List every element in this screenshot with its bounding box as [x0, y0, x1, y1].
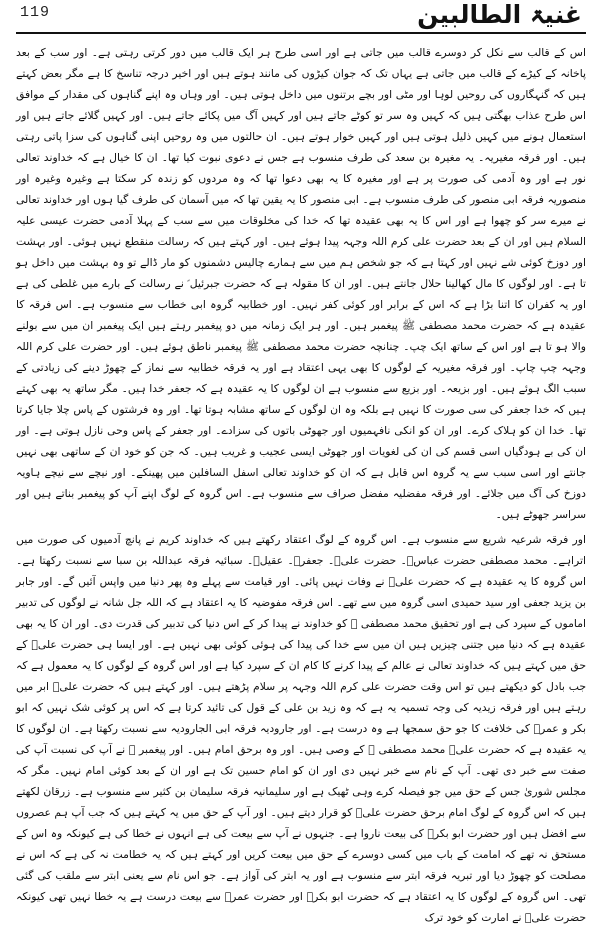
- paragraph-1: اس کے قالب سے نکل کر دوسرے قالب میں جاتی ہے اور اسی طرح ہر ایک قالب میں دور کرتی رہتی ہے۔ اور سب کے بعد پاخانہ کے کیڑے کے قالب میں جاتی ہے یہاں تک کہ جوان کیڑوں کی مانند ہوتے ہیں اور اخیر درجہ تناسخ کا ہے مگر بعض کہتے ہیں کہ گنہگاروں کی روحیں لوہا اور مٹی اور بچے برتنوں میں داخل ہوتی ہیں۔ اور وہاں وہ اپنے گناہوں کی مقدار کے موافق اس طرح عذاب بھگتی ہیں کہ کہیں وہ سر تو کوٹے جاتے ہیں اور کہیں آگ میں پکائے جاتے ہیں۔ اور کہیں گلائے جاتے ہیں اور استعمال ہونے میں کہیں ذلیل ہوتی ہیں اور کہیں خوار ہوتے ہیں۔ ان حالتوں میں وہ روحیں اپنی گناہوں کی سزا پاتی رہتی ہیں۔ اور فرقہ مغیریہ۔ یہ مغیرہ بن سعد کی طرف منسوب ہے جس نے دعوی نبوت کیا تھا۔ ان کا خیال ہے کہ خداوند تعالی نور ہے اور وہ آدمی کی صورت پر ہے اور مغیرہ کا یہ بھی دعوا تھا کہ وہ مردوں کو زندہ کر سکتا ہے وغیرہ وغیرہ اور منصوریہ فرقہ ابی منصور کی طرف منسوب ہے۔ ابی منصور کا یہ یقین تھا کہ میں آسمان کی طرف گیا ہوں اور خداوند تعالی نے میرے سر کو چھوا ہے اور اس کا یہ بھی عقیدہ تھا کہ خدا کی مخلوقات میں سے سب کے پہلا آدمی حضرت عیسی علیہ السلام ہیں اور ان کے بعد حضرت علی کرم اللہ وجہہ پیدا ہوئے ہیں۔ اور کہتے ہیں کہ رسالت منقطع نہیں ہوئی۔ اور بہشت اور دوزخ کوئی شے نہیں اور کہتا ہے کہ جو شخص ہم میں سے ہمارے چالیس دشمنوں کو مار ڈالے تو وہ بہشت میں داخل ہو تا ہے۔ اور لوگوں کا مال کھالینا حلال جانتے ہیں۔ اور ان کا مقولہ ہے کہ حضرت جبرئیل ؑ نے رسالت کے بارے میں غلطی کی ہے اور یہ کفران کا اتنا بڑا ہے کہ اس کے برابر اور کوئی کفر نہیں۔ اور خطابیہ گروہ ابی خطاب سے منسوب ہے۔ اس فرقہ کا عقیدہ ہے کہ حضرت محمد مصطفی ﷺ پیغمبر ہیں۔ اور ہر ایک زمانہ میں دو پیغمبر رہتے ہیں ایک پیغمبر ان میں سے بولنے والا ہو تا ہے اور اس کے ساتھ ایک چپ۔ چنانچہ حضرت محمد مصطفی ﷺ پیغمبر ناطق ہوئے ہیں۔ اور حضرت علی کرم اللہ وجہہ چپ چاپ۔ اور فرقہ مغیریہ کے لوگوں کا بھی یہی اعتقاد ہے اور یہ فرقہ خطابیہ سے نماز کے چھوڑ دینے کی زیادتی کے سبب الگ ہوئے ہیں۔ اور بزیعہ۔ اور بزیع سے منسوب ہے ان لوگوں کا یہ عقیدہ ہے کہ جعفر خدا ہیں۔ مگر ساتھ یہ بھی کہتے ہیں کہ خدا جعفر کی سی صورت کا نہیں ہے بلکہ وہ ان لوگوں کے ساتھ مشابہ ہوتا تھا۔ اور وہ فرشتوں کے پاس چلا جایا کرتا تھا۔ خدا ان کو ہلاک کرے۔ اور ان کو انکی نافہمیوں اور جھوٹی باتوں کی سزادے۔ اور جعفر کے پاس وحی نازل ہوتی ہے۔ اور ان کی بے ہودگیاں اسی قسم کی ان کی لغویات اور جھوٹی ایسی عجیب و غریب ہیں۔ کہ جن کو خود ان کے ساتھی بھی نہیں جانتے اور اسی سبب سے یہ گروہ اس قابل ہے کہ ان کو خداوند تعالی اسفل السافلین میں پھینکے۔ اور نیچے سے نیچے ہاویہ دوزخ کی آگ میں جلائے۔ اور فرقہ مفضلیہ مفضل صراف سے منسوب ہے۔ اس گروہ کے لوگ اپنے آپ کو پیغمبر بناتے ہیں اور سراسر جھوٹے ہیں۔: [16, 46, 586, 521]
- header-rule: [16, 32, 586, 34]
- paragraph-2: اور فرقہ شرعیہ شریع سے منسوب ہے۔ اس گروہ کے لوگ اعتقاد رکھتے ہیں کہ خداوند کریم نے پانچ آدمیوں کی صورت میں اتراہے۔ محمد مصطفی حضرت عباسؓ۔ حضرت علیؓ۔ جعفرؓ۔ عقیلؓ۔ سبائیہ فرقہ عبداللہ بن سبا سے نسبت رکھتا ہے۔ اس گروہ کا یہ عقیدہ ہے کہ حضرت علیؓ نے وفات نہیں پائی۔ اور قیامت سے پہلے وہ پھر دنیا میں واپس آئیں گے۔ اور جابر بن یزید جعفی اور سید حمیدی اسی گروہ میں سے تھے۔ اس فرقہ مفوضیہ کا یہ اعتقاد ہے کہ اللہ جل شانہ نے لوگوں کی تدبیر اماموں کے سپرد کی ہے اور تحقیق محمد مصطفی ﷺ کو خداوند نے پیدا کر کے اس دنیا کی تدبیر کی قدرت دی۔ اور ان کا یہ بھی عقیدہ ہے کہ دنیا میں جتنی چیزیں ہیں ان میں سے خدا کی پیدا کی ہوئی کوئی بھی نہیں ہے۔ اور ایسا ہی حضرت علیؓ کے حق میں کہتے ہیں کہ خداوند تعالی نے عالم کے پیدا کرنے کا کام ان کے سپرد کیا ہے اور اس گروہ کے لوگوں کا یہ معمول ہے کہ جب بادل کو دیکھتے ہیں تو اس وقت حضرت علی کرم اللہ وجہہ پر سلام پڑھتے ہیں۔ اور کہتے ہیں کہ حضرت علیؓ ابر میں رہتے ہیں اور فرقہ زیدیہ کی وجہ تسمیہ یہ ہے کہ وہ زید بن علی کے قول کی تائید کرتا ہے کہ اس پر کوئی شک نہیں کہ ابو بکر و عمرؓ کی خلافت کا جو حق سمجھا ہے وہ درست ہے۔ اور جارودیہ فرقہ ابی الجارودیہ سے نسبت رکھتا ہے۔ ان لوگوں کا یہ عقیدہ ہے کہ حضرت علیؓ محمد مصطفی ﷺ کے وصی ہیں۔ اور وہ برحق امام ہیں۔ اور پیغمبر ﷺ نے آپ کی نسبت آپ کی صفت سے خبر دی تھی۔ آپ کے نام سے خبر نہیں دی اور ان کو امام حسین تک ہے اور ان کے بعد کوئی امام نہیں۔ مگر کہ مجلس شوریٰ جس کے حق میں جو فیصلہ کرے وہی ٹھیک ہے اور سلیمانیہ فرقہ سلیمان بن کثیر سے منسوب ہے۔ زرقان لکھتے ہیں کہ اس گروہ کے لوگ امام برحق حضرت علیؓ کو قرار دیتے ہیں۔ اور آپ کے حق میں یہ کہتے ہیں کہ جب آپ ہم عصروں سے افضل ہیں اور حضرت ابو بکرؓ کی بیعت ناروا ہے۔ جنہوں نے آپ سے بیعت کی ہے انہوں نے خطا کی ہے کیونکہ وہ اس کے مستحق نہ تھے کہ امامت کے باب میں کسی دوسرے کے حق میں بیعت کریں اور کہتے ہیں کہ یہ خطامت نہ کی ہے کہ اس نے مصلحت کو چھوڑ دیا اور تبریہ فرقہ ابتر سے منسوب ہے اور یہ ابتر کی آواز ہے۔ جو اس نام سے یعنی ابتر سے ملقب کی گئی تھی۔ اس گروہ کے لوگوں کا یہ اعتقاد ہے کہ حضرت ابو بکرؓ اور حضرت عمرؓ سے بیعت درست ہے یہ خطا نہیں تھی کیونکہ حضرت علیؓ نے امارت کو خود ترک: [16, 533, 586, 924]
- running-title: غنیۃ الطالبین: [417, 0, 582, 29]
- page-header: [16, 0, 586, 34]
- body-text: [16, 42, 586, 928]
- page-number: 119: [20, 4, 51, 21]
